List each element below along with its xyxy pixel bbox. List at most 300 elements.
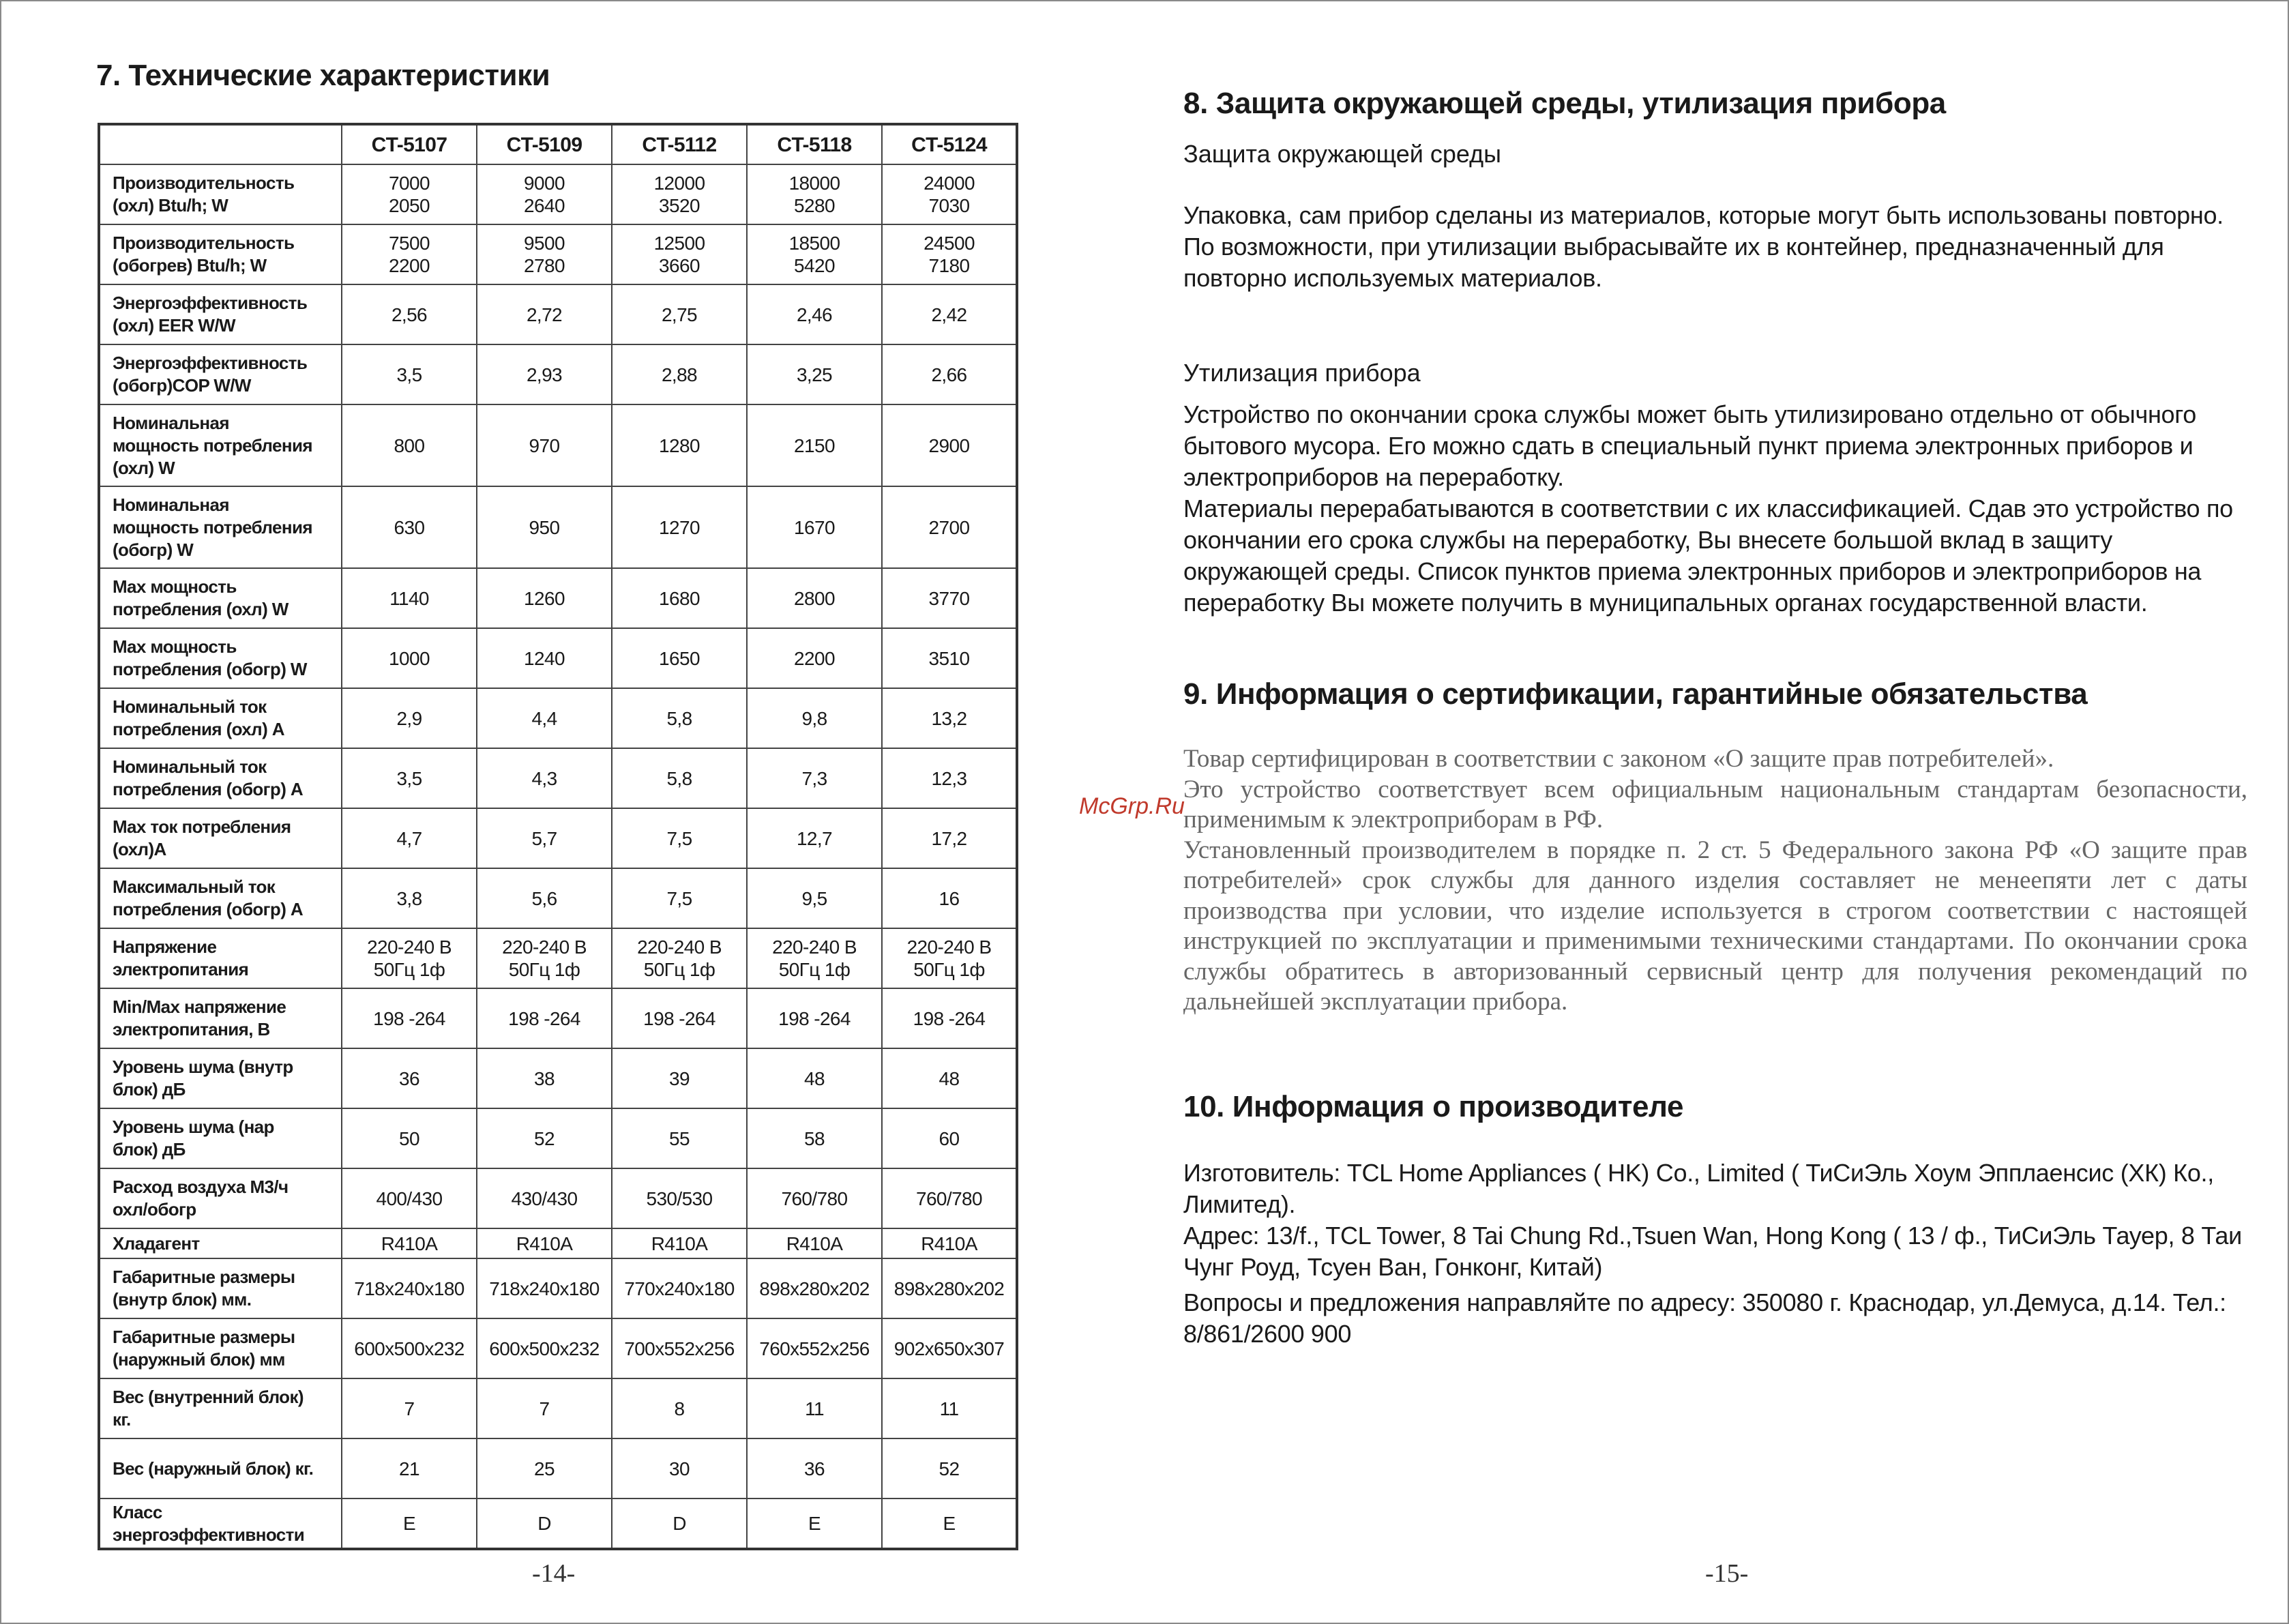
table-cell [882,1438,1017,1498]
cell-value: 430/430 [511,1187,578,1209]
table-cell [342,224,477,284]
cell-value: 50Гц 1ф [778,959,851,980]
row-label [99,688,342,748]
table-cell [477,164,612,224]
table-cell [477,486,612,568]
paragraph-line: Изготовитель: TCL Home Appliances ( HK) Co., Limited ( ТиСиЭль Хоум Эпплаенсис (ХК) Ко., Лимитед). [1183,1159,2214,1218]
cell-value: 9000 [524,173,565,194]
cell-value: 11 [939,1398,959,1419]
table-row [99,1168,1017,1228]
cell-value: 13,2 [931,707,967,729]
table-row [99,1228,1017,1258]
specs-table [98,123,1018,1550]
table-cell [882,284,1017,344]
table-cell [882,224,1017,284]
row-label [99,164,342,224]
page-number-left: -14- [532,1559,576,1588]
cell-value: 24500 [924,233,975,254]
cell-value: 1000 [389,647,430,669]
cell-value: 50 [399,1127,419,1149]
row-label-line: потребления (обогр) W [113,659,307,679]
row-label-line: Вес (наружный блок) кг. [113,1458,314,1479]
section-9-title: 9. Информация о сертификации, гарантийные обязательства [1183,677,2088,711]
cell-value: 2,46 [796,304,833,325]
cell-value: 630 [394,516,425,538]
row-label-line: кг. [113,1409,131,1430]
cell-value: 39 [669,1067,690,1089]
cell-value: 12500 [653,233,705,254]
table-row [99,224,1017,284]
table-header-cell: CT-5109 [477,124,612,164]
table-cell [477,1228,612,1258]
cell-value: 198 -264 [643,1007,715,1029]
row-label-line: потребления (обогр) А [113,779,304,799]
table-cell [342,1048,477,1108]
table-cell [612,928,747,988]
table-row [99,1258,1017,1318]
table-row [99,1048,1017,1108]
row-label-line: Энергоэффективность [113,293,308,313]
table-cell [747,1378,882,1438]
table-cell [882,1168,1017,1228]
cell-value: 7,5 [666,887,692,909]
table-cell [477,868,612,928]
table-cell [612,224,747,284]
paragraph-line: Устройство по окончании срока службы может быть утилизировано отдельно от обычного бытового мусора. Его можно сдать в специальный пункт приема электронных приборов и электроприборов на переработку. [1183,400,2197,491]
table-cell [342,1168,477,1228]
row-label-line: потребления (обогр) А [113,899,304,919]
section-9-paragraph [1183,744,2247,1018]
table-cell [342,1318,477,1378]
row-label-line: (обогр)COP W/W [113,375,251,396]
cell-value: 1270 [659,516,700,538]
table-cell [477,568,612,628]
table-cell [882,868,1017,928]
cell-value: 1240 [524,647,565,669]
table-cell [477,928,612,988]
row-label-line: Max мощность [113,636,237,657]
row-label-line: Номинальный ток [113,696,267,717]
row-label-line: Габаритные размеры [113,1327,295,1347]
table-cell [612,284,747,344]
table-cell [612,1048,747,1108]
table-cell [477,1258,612,1318]
row-label-line: (обогр) W [113,539,194,560]
row-label-line: (охл) EER W/W [113,315,235,336]
cell-value: 2,66 [931,364,967,385]
table-cell [342,748,477,808]
cell-value: 5,8 [666,767,692,789]
cell-value: 52 [534,1127,555,1149]
cell-value: 970 [529,434,560,456]
table-row [99,1498,1017,1549]
table-row [99,568,1017,628]
row-label [99,1048,342,1108]
table-cell [342,1258,477,1318]
cell-value: R410A [651,1232,708,1254]
paragraph-line: Вопросы и предложения направляйте по адресу: 350080 г. Краснодар, ул.Демуса, д.14. Тел.: 8/861/2600 900 [1183,1288,2226,1348]
cell-value: E [808,1513,821,1534]
row-label [99,868,342,928]
cell-value: 50Гц 1ф [508,959,580,980]
cell-value: 600x500x232 [489,1338,600,1359]
cell-value: 7180 [928,255,970,276]
row-label [99,404,342,486]
paragraph-line: По возможности, при утилизации выбрасывайте их в контейнер, предназначенный для повторно используемых материалов. [1183,233,2164,292]
table-cell [342,284,477,344]
row-label-line: Производительность [113,233,295,253]
cell-value: 2,42 [931,304,967,325]
cell-value: 950 [529,516,560,538]
cell-value: 2,56 [391,304,428,325]
table-cell [342,344,477,404]
cell-value: 718x240x180 [354,1278,464,1299]
table-cell [747,1048,882,1108]
table-cell [477,1438,612,1498]
table-cell [477,1318,612,1378]
row-label-line: электропитания, В [113,1019,270,1039]
cell-value: E [943,1513,956,1534]
table-cell [477,284,612,344]
section-10-title: 10. Информация о производителе [1183,1090,1684,1123]
table-cell [747,486,882,568]
table-cell [882,688,1017,748]
table-header-cell: CT-5118 [747,124,882,164]
cell-value: 7 [404,1398,415,1419]
table-row [99,688,1017,748]
row-label-line: потребления (охл) W [113,599,289,619]
cell-value: 600x500x232 [354,1338,464,1359]
cell-value: 7,3 [801,767,827,789]
page-number-right: -15- [1705,1559,1749,1588]
cell-value: 5,7 [531,827,557,849]
table-row [99,284,1017,344]
table-cell [747,1438,882,1498]
cell-value: 2900 [928,434,970,456]
table-cell [612,486,747,568]
table-cell [882,628,1017,688]
row-label-line: (охл) Btu/h; W [113,195,228,216]
cell-value: 5420 [794,255,835,276]
table-cell [882,1108,1017,1168]
row-label-line: (обогрев) Btu/h; W [113,255,267,276]
cell-value: 55 [669,1127,690,1149]
table-cell [612,688,747,748]
cell-value: 198 -264 [778,1007,851,1029]
cell-value: 7,5 [666,827,692,849]
cell-value: 760/780 [781,1187,848,1209]
table-cell [747,928,882,988]
cell-value: D [673,1513,686,1534]
cell-value: 2700 [928,516,970,538]
table-cell [612,1168,747,1228]
cell-value: 1650 [659,647,700,669]
row-label-line: Номинальная [113,412,229,433]
cell-value: 60 [939,1127,960,1149]
cell-value: 3,25 [796,364,833,385]
cell-value: 220-240 В [906,936,992,958]
row-label-line: Напряжение [113,936,217,957]
table-cell [747,344,882,404]
table-row [99,344,1017,404]
row-label [99,1168,342,1228]
row-label [99,224,342,284]
row-label-line: Габаритные размеры [113,1267,295,1287]
table-row [99,1378,1017,1438]
cell-value: 9,8 [801,707,827,729]
cell-value: 7 [539,1398,550,1419]
cell-value: 198 -264 [913,1007,986,1029]
table-cell [612,568,747,628]
table-row [99,486,1017,568]
row-label-line: Уровень шума (внутр [113,1057,293,1077]
table-cell [477,1108,612,1168]
table-cell [882,1228,1017,1258]
table-cell [477,344,612,404]
row-label [99,628,342,688]
paragraph-line: Адрес: 13/f., TCL Tower, 8 Tai Chung Rd.,Tsuen Wan, Hong Kong ( 13 / ф., ТиСиЭль Тауер, 8 Таи Чунг Роуд, Тсуен Ван, Гонконг, Китай) [1183,1222,2242,1281]
section-8-paragraph-2 [1183,399,2247,619]
cell-value: 16 [939,887,960,909]
cell-value: 3520 [659,195,700,216]
table-cell [747,1228,882,1258]
cell-value: 2,88 [661,364,698,385]
row-label-line: мощность потребления [113,434,312,456]
cell-value: 1280 [659,434,700,456]
table-row [99,868,1017,928]
table-cell [342,164,477,224]
row-label-line: Номинальная [113,494,229,515]
section-7-title: 7. Технические характеристики [96,59,550,92]
table-cell [342,868,477,928]
cell-value: 198 -264 [508,1007,580,1029]
table-cell [882,404,1017,486]
section-8-title: 8. Защита окружающей среды, утилизация прибора [1183,87,1946,120]
row-label-line: потребления (охл) А [113,719,284,739]
table-cell [882,1048,1017,1108]
table-cell [477,808,612,868]
cell-value: 898x280x202 [894,1278,1005,1299]
section-8-subtitle-environment: Защита окружающей среды [1183,140,1501,168]
cell-value: 36 [804,1458,825,1479]
table-row [99,1438,1017,1498]
cell-value: 760x552x256 [759,1338,870,1359]
row-label-line: (охл)А [113,839,166,859]
row-label [99,344,342,404]
cell-value: 198 -264 [373,1007,445,1029]
table-cell [342,1498,477,1549]
cell-value: 2200 [389,255,430,276]
cell-value: E [402,1513,416,1534]
table-cell [477,988,612,1048]
cell-value: 2780 [524,255,565,276]
row-label [99,988,342,1048]
cell-value: 7000 [389,173,430,194]
table-cell [747,868,882,928]
cell-value: 12,7 [796,827,833,849]
table-row [99,1108,1017,1168]
table-cell [477,1168,612,1228]
table-cell [612,868,747,928]
table-cell [747,688,882,748]
cell-value: 11 [805,1398,824,1419]
table-cell [882,928,1017,988]
row-label [99,1228,342,1258]
table-cell [747,628,882,688]
table-cell [612,1378,747,1438]
row-label [99,928,342,988]
table-cell [342,1228,477,1258]
row-label-line: блок) дБ [113,1139,186,1160]
cell-value: 5,8 [666,707,692,729]
table-cell [747,808,882,868]
row-label-line: Вес (внутренний блок) [113,1387,304,1407]
cell-value: 220-240 В [772,936,857,958]
table-header-cell [99,124,342,164]
table-cell [747,748,882,808]
row-label-line: мощность потребления [113,516,312,537]
table-cell [612,1108,747,1168]
row-label-line: Производительность [113,173,295,193]
table-row [99,988,1017,1048]
row-label-line: Уровень шума (нар [113,1117,274,1137]
row-label [99,1438,342,1498]
table-cell [342,1378,477,1438]
cell-value: 220-240 В [367,936,452,958]
row-label [99,1498,342,1549]
table-cell [612,404,747,486]
table-cell [882,1378,1017,1438]
cell-value: 3770 [928,587,970,609]
cell-value: 5,6 [531,887,557,909]
row-label-line: (внутр блок) мм. [113,1289,252,1310]
table-cell [477,688,612,748]
paragraph-line: Материалы перерабатываются в соответствии с их классификацией. Сдав это устройство по окончании его срока службы на переработку, Вы внесете большой вклад в защиту окружающей среды. Список пунктов приема электронных приборов и электроприборов на переработку Вы можете получить в муниципальных органах государственной власти. [1183,494,2233,617]
cell-value: 3,8 [396,887,422,909]
cell-value: 3,5 [396,767,422,789]
cell-value: 24000 [924,173,975,194]
row-label [99,808,342,868]
table-cell [477,1498,612,1549]
table-cell [747,1168,882,1228]
row-label-line: Энергоэффективность [113,353,308,373]
cell-value: 2050 [389,195,430,216]
cell-value: R410A [921,1232,977,1254]
table-cell [612,1318,747,1378]
row-label-line: блок) дБ [113,1079,186,1099]
table-cell [612,1258,747,1318]
cell-value: 902x650x307 [894,1338,1005,1359]
cell-value: 50Гц 1ф [913,959,985,980]
row-label [99,1318,342,1378]
table-cell [342,486,477,568]
table-row [99,1318,1017,1378]
cell-value: 38 [534,1067,555,1089]
row-label-line: электропитания [113,959,249,979]
cell-value: 700x552x256 [624,1338,735,1359]
row-label [99,1108,342,1168]
cell-value: 4,3 [531,767,557,789]
row-label-line: (наружный блок) мм [113,1349,285,1370]
table-header-cell: CT-5107 [342,124,477,164]
table-cell [612,164,747,224]
table-cell [342,808,477,868]
table-header-row [99,124,1017,164]
cell-value: 21 [399,1458,419,1479]
table-cell [612,1228,747,1258]
paragraph-line: Установленный производителем в порядке п. 2 ст. 5 Федерального закона РФ «О защите прав потребителей» срок службы для данного изделия составляет не менеепяти лет с даты производства при условии, что изделие используется в строгом соответствии с настоящей инструкцией по эксплуатации и применимыми техническими стандартами. По окончании срока службы обратитесь в авторизованный сервисный центр для получения рекомендаций по дальнейшей эксплуатации прибора. [1183,836,2247,1016]
row-label-line: (охл) W [113,457,175,478]
cell-value: 12,3 [931,767,967,789]
table-cell [342,988,477,1048]
cell-value: 30 [669,1458,690,1479]
watermark-text: McGrp.Ru [1079,793,1185,819]
row-label [99,568,342,628]
row-label-line: Максимальный ток [113,876,276,897]
cell-value: 7030 [928,195,970,216]
table-cell [747,988,882,1048]
table-cell [477,748,612,808]
table-cell [342,628,477,688]
table-cell [747,284,882,344]
row-label-line: Класс [113,1501,162,1522]
table-cell [882,988,1017,1048]
table-row [99,164,1017,224]
row-label [99,1378,342,1438]
table-cell [612,988,747,1048]
cell-value: 2640 [524,195,565,216]
cell-value: 770x240x180 [624,1278,735,1299]
cell-value: 3660 [659,255,700,276]
row-label-line: Хладагент [113,1232,200,1254]
cell-value: 17,2 [931,827,967,849]
table-header-cell: CT-5112 [612,124,747,164]
cell-value: 48 [939,1067,960,1089]
section-8-paragraph-1 [1183,200,2247,294]
paragraph-line: Товар сертифицирован в соответствии с законом «О защите прав потребителей». [1183,745,2054,773]
cell-value: 400/430 [376,1187,443,1209]
cell-value: 8 [674,1398,685,1419]
cell-value: 760/780 [915,1187,982,1209]
cell-value: 3510 [928,647,970,669]
cell-value: 530/530 [646,1187,713,1209]
cell-value: R410A [381,1232,438,1254]
table-row [99,808,1017,868]
table-cell [747,1498,882,1549]
table-cell [747,568,882,628]
cell-value: 220-240 В [502,936,587,958]
cell-value: 898x280x202 [759,1278,870,1299]
table-cell [477,404,612,486]
cell-value: R410A [786,1232,843,1254]
cell-value: D [537,1513,551,1534]
cell-value: 4,4 [531,707,557,729]
table-cell [882,568,1017,628]
table-row [99,404,1017,486]
row-label [99,486,342,568]
paragraph-line: Упаковка, сам прибор сделаны из материалов, которые могут быть использованы повторно. [1183,201,2224,229]
cell-value: 18000 [788,173,840,194]
cell-value: 50Гц 1ф [373,959,445,980]
cell-value: 2800 [794,587,835,609]
table-cell [882,486,1017,568]
table-cell [342,928,477,988]
table-cell [477,628,612,688]
section-10-paragraph [1183,1157,2247,1350]
table-cell [342,404,477,486]
row-label-line: охл/обогр [113,1199,196,1220]
table-cell [342,1438,477,1498]
